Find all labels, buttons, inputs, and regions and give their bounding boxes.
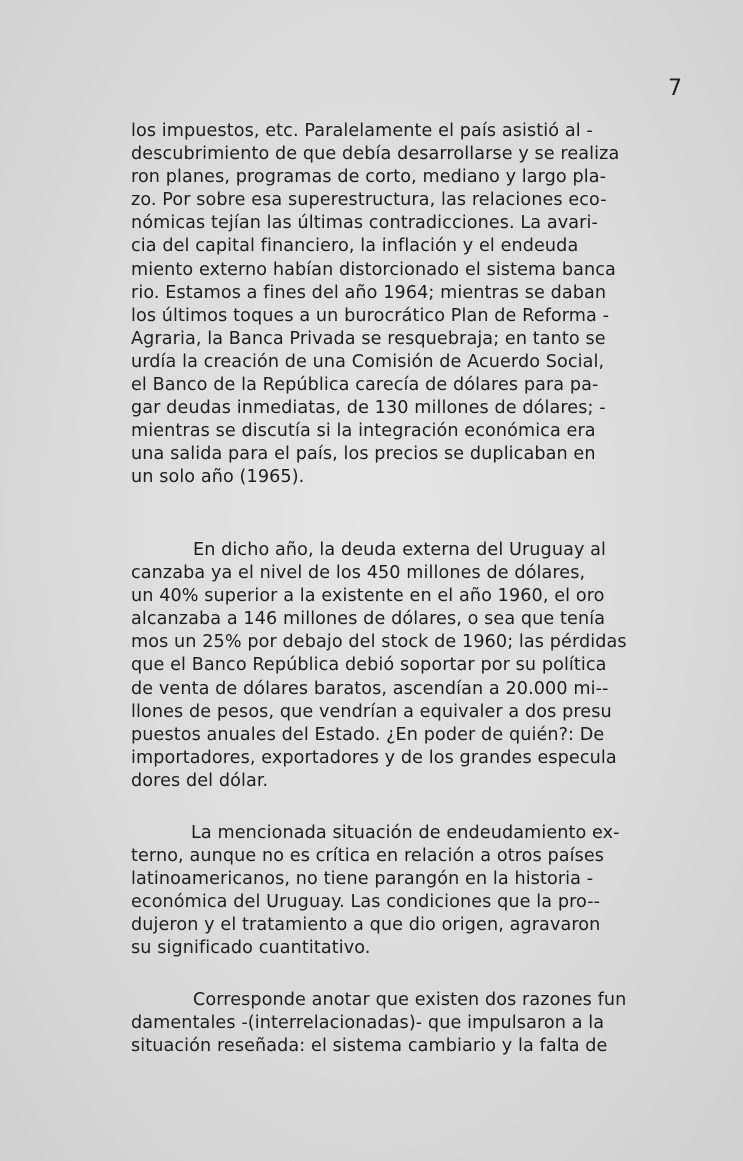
text-line: canzaba ya el nivel de los 450 millones de dólares, — [131, 563, 586, 584]
text-line: latinoamericanos, no tiene parangón en la historia - — [131, 869, 594, 890]
text-line: los impuestos, etc. Paralelamente el país asistió al - — [131, 121, 593, 141]
paragraph-4 — [131, 989, 683, 1058]
text-line: damentales -(interrelacionadas)- que impulsaron a la — [131, 1013, 605, 1034]
paragraph-3 — [131, 822, 683, 961]
text-line: Corresponde anotar que existen dos razones fun — [193, 990, 627, 1010]
paragraph-2 — [131, 539, 683, 793]
text-line: gar deudas inmediatas, de 130 millones de dólares; - — [131, 398, 606, 419]
text-line: una salida para el país, los precios se duplicaban en — [131, 444, 596, 465]
text-line: los últimos toques a un burocrático Plan de Reforma - — [131, 305, 610, 326]
text-line: un 40% superior a la existente en el año 1960, el oro — [131, 586, 605, 607]
text-line: económica del Uruguay. Las condiciones que la pro-- — [131, 892, 601, 913]
text-line: un solo año (1965). — [131, 467, 305, 488]
text-line: puestos anuales del Estado. ¿En poder de quién?: De — [131, 724, 605, 745]
text-line: La mencionada situación de endeudamiento ex- — [191, 823, 620, 843]
text-line: situación reseñada: el sistema cambiario y la falta de — [131, 1036, 608, 1057]
text-line: zo. Por sobre esa superestructura, las relaciones eco- — [131, 190, 607, 211]
text-line: de venta de dólares baratos, ascendían a 20.000 mi-- — [131, 678, 609, 699]
paragraph-1 — [131, 120, 683, 490]
text-line: el Banco de la República carecía de dólares para pa- — [131, 375, 599, 396]
text-line: importadores, exportadores y de los grandes especula — [131, 747, 617, 768]
text-line: dores del dólar. — [131, 770, 269, 791]
text-line: urdía la creación de una Comisión de Acuerdo Social, — [131, 351, 605, 372]
text-line: mos un 25% por debajo del stock de 1960; las pérdidas — [131, 632, 627, 653]
text-line: Agraria, la Banca Privada se resquebraja; en tanto se — [131, 328, 606, 349]
text-line: alcanzaba a 146 millones de dólares, o sea que tenía — [131, 609, 606, 630]
text-line: rio. Estamos a fines del año 1964; mientras se daban — [131, 282, 607, 303]
text-line: ron planes, programas de corto, mediano y largo pla- — [131, 167, 607, 188]
text-line: terno, aunque no es crítica en relación a otros países — [131, 846, 605, 867]
text-line: cia del capital financiero, la inflación y el endeuda — [131, 236, 579, 257]
text-line: su significado cuantitativo. — [131, 938, 371, 959]
text-line: En dicho año, la deuda externa del Uruguay al — [193, 540, 607, 560]
text-line: miento externo habían distorcionado el sistema banca — [131, 259, 616, 280]
text-line: que el Banco República debió soportar por su política — [131, 655, 607, 676]
text-line: dujeron y el tratamiento a que dio origen, agravaron — [131, 915, 601, 936]
page-number: 7 — [668, 76, 682, 101]
text-line: mientras se discutía si la integración económica era — [131, 421, 596, 442]
text-line: nómicas tejían las últimas contradicciones. La avari- — [131, 213, 598, 234]
text-line: llones de pesos, que vendrían a equivaler a dos presu — [131, 701, 612, 722]
text-line: descubrimiento de que debía desarrollarse y se realiza — [131, 144, 620, 165]
